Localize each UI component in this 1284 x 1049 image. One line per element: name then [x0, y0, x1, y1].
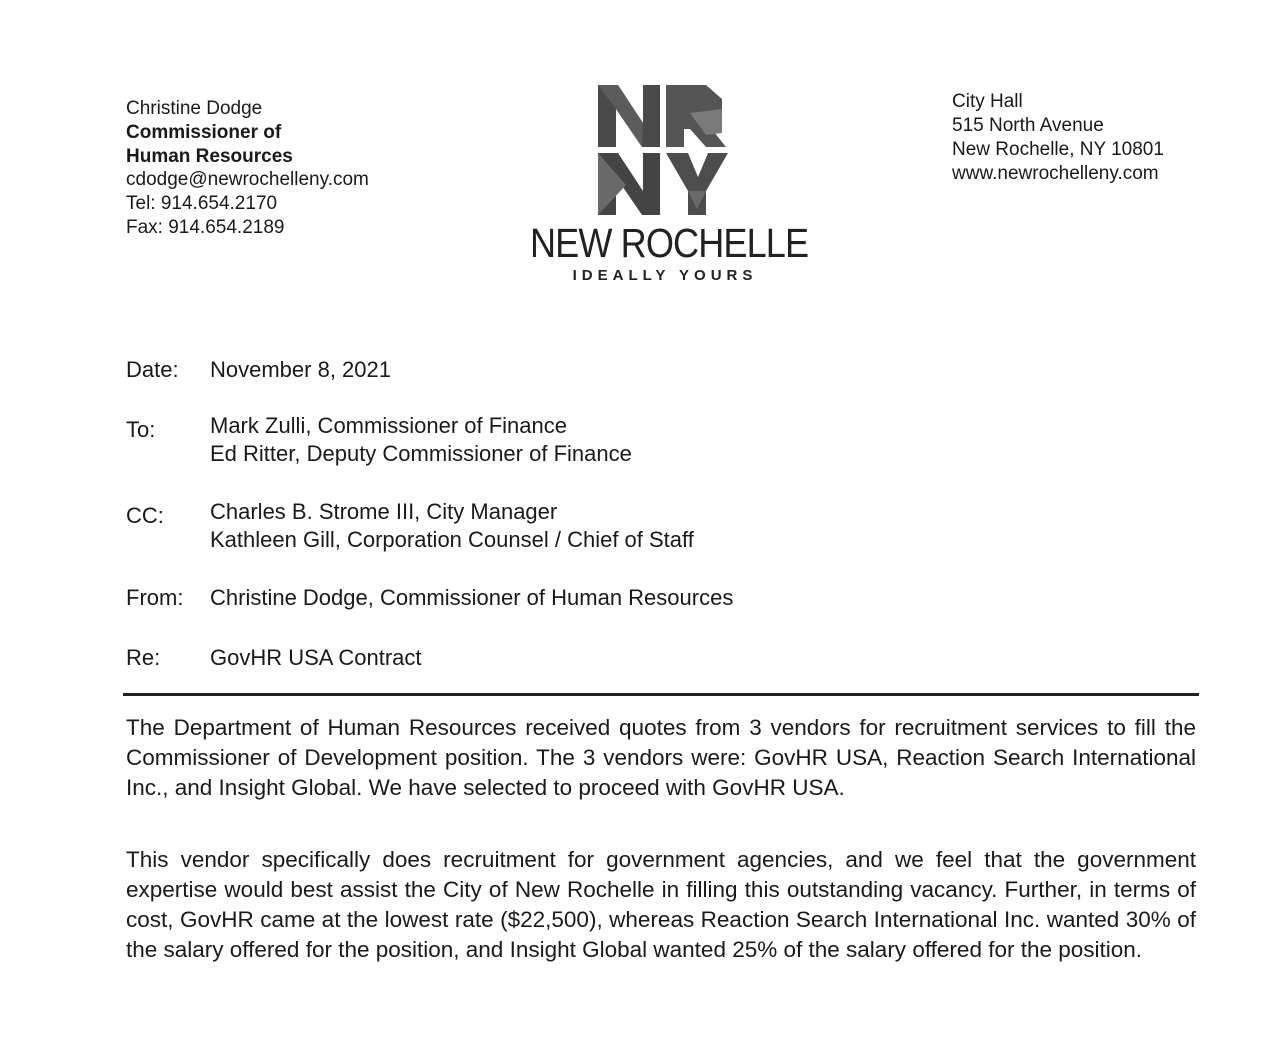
- from-label: From:: [126, 585, 184, 610]
- re-label: Re:: [126, 645, 161, 670]
- address-line: 515 North Avenue: [952, 115, 1104, 136]
- cc-recipient: Kathleen Gill, Corporation Counsel / Chief of Staff: [210, 527, 694, 552]
- date-value: November 8, 2021: [210, 357, 391, 382]
- sender-block: [126, 97, 369, 240]
- cc-recipient: Charles B. Strome III, City Manager: [210, 499, 558, 524]
- logo-wordmark: NEW ROCHELLE: [530, 220, 809, 266]
- sender-email: cdodge@newrochelleny.com: [126, 169, 369, 191]
- address-block: [952, 90, 1164, 186]
- to-recipient: Ed Ritter, Deputy Commissioner of Finance: [210, 441, 632, 466]
- cc-field: [126, 498, 694, 554]
- re-value: GovHR USA Contract: [210, 645, 422, 670]
- body-paragraph: The Department of Human Resources received quotes from 3 vendors for recruitment services to fill the Commissioner of Development position. The 3 vendors were: GovHR USA, Reaction Search International Inc., and Insight Global. We have selected to proceed with GovHR USA.: [126, 715, 1196, 800]
- date-label: Date:: [126, 357, 179, 382]
- sender-name: Christine Dodge: [126, 98, 263, 119]
- address-line: City Hall: [952, 91, 1023, 112]
- date-field: [126, 356, 391, 384]
- logo-tagline: IDEALLY YOURS: [572, 267, 758, 284]
- sender-title-2: Human Resources: [126, 145, 293, 167]
- website: www.newrochelleny.com: [952, 163, 1159, 184]
- from-field: [126, 584, 733, 612]
- sender-fax: Fax: 914.654.2189: [126, 216, 285, 238]
- sender-title: Commissioner of: [126, 121, 282, 143]
- divider: [123, 693, 1199, 696]
- to-field: [126, 412, 632, 468]
- address-line: New Rochelle, NY 10801: [952, 139, 1164, 160]
- body-paragraph: This vendor specifically does recruitment for government agencies, and we feel that the government expertise would best assist the City of New Rochelle in filling this outstanding vacancy. Further, in terms of cost, GovHR came at the lowest rate ($22,500), whereas Reaction Search International Inc. wanted 30% of the salary offered for the position, and Insight Global wanted 25% of the salary offered for the position.: [126, 847, 1196, 962]
- sender-tel: Tel: 914.654.2170: [126, 193, 278, 215]
- cc-label: CC:: [126, 503, 164, 528]
- to-label: To:: [126, 417, 156, 442]
- re-field: [126, 644, 422, 672]
- to-recipient: Mark Zulli, Commissioner of Finance: [210, 413, 567, 438]
- nrny-logo: [598, 85, 730, 215]
- from-value: Christine Dodge, Commissioner of Human Resources: [210, 585, 734, 610]
